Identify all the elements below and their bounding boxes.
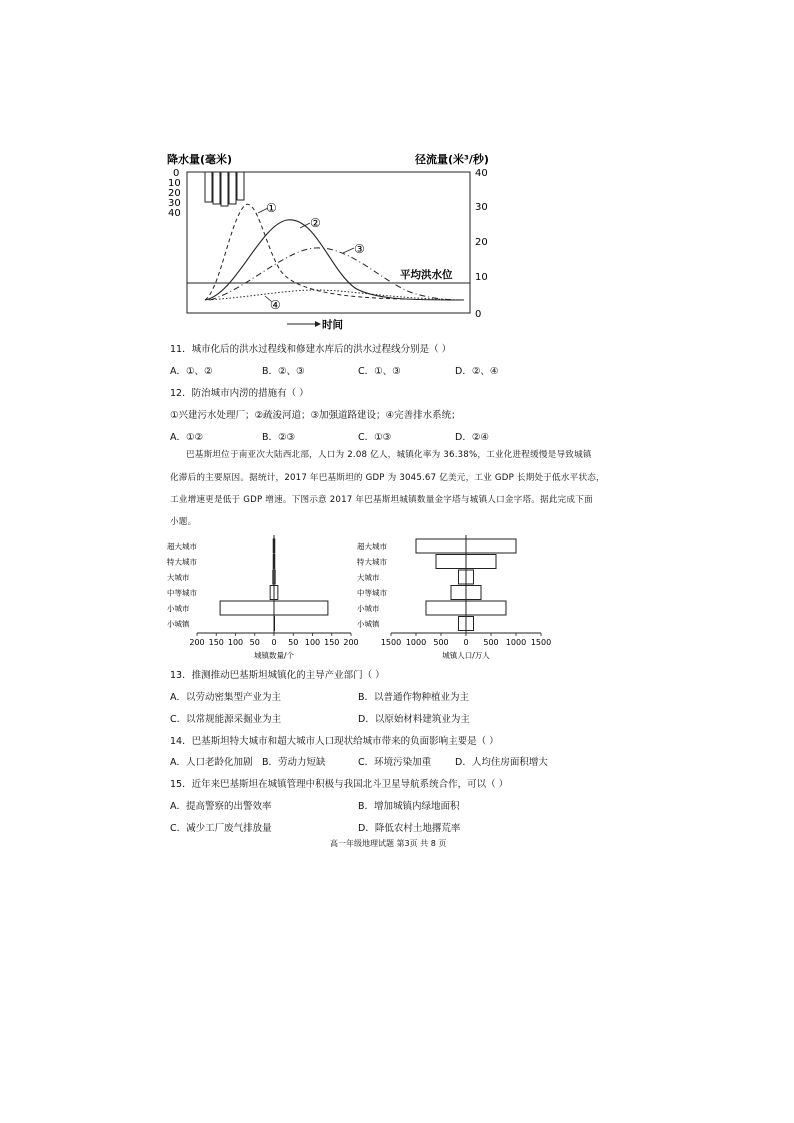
tick-label: 50 [288, 638, 299, 647]
x-axis-label: 城镇人口/万人 [442, 651, 490, 660]
q12-option-c[interactable]: C．①③ [358, 432, 392, 443]
curve-label-4: ④ [270, 298, 281, 312]
q14-option-d[interactable]: D．人均住房面积增大 [455, 757, 548, 768]
passage-line-3: 工业增速更是低于 GDP 增速。下图示意 2017 年巴基斯坦城镇数量金字塔与城镇人口金字塔。据此完成下面 [170, 495, 593, 505]
category-label: 小城市 [357, 604, 380, 613]
right-tick: 10 [475, 272, 488, 283]
rain-bar [213, 172, 220, 204]
tick-label: 200 [189, 638, 205, 647]
q12-option-b[interactable]: B．②③ [262, 432, 296, 443]
tick-label: 50 [249, 638, 260, 647]
q14-stem: 14．巴基斯坦特大城市和超大城市人口现状给城市带来的负面影响主要是（ ） [170, 736, 499, 747]
category-label: 特大城市 [167, 557, 197, 567]
category-label: 中等城市 [357, 588, 387, 598]
q15-option-a[interactable]: A．提高警察的出警效率 [170, 801, 272, 812]
curve-1 [205, 204, 405, 300]
category-label: 小城市 [167, 604, 190, 613]
tick-label: 0 [463, 638, 469, 647]
left-tick: 20 [168, 188, 181, 199]
town-population-pyramid [357, 535, 551, 660]
category-label: 超大城市 [167, 542, 197, 551]
tick-label: 500 [433, 638, 449, 647]
hydrograph-figure [165, 150, 510, 335]
right-tick: 0 [475, 309, 482, 320]
tick-label: 150 [324, 638, 340, 647]
rain-bar [237, 172, 244, 200]
q13-option-b[interactable]: B．以普通作物种植业为主 [358, 692, 470, 703]
q12-measures: ①兴建污水处理厂；②疏浚河道；③加强道路建设；④完善排水系统； [170, 410, 461, 421]
tick-label: 150 [208, 638, 224, 647]
category-label: 小城镇 [167, 619, 190, 629]
left-tick: 0 [173, 168, 180, 179]
q11-stem: 11．城市化后的洪水过程线和修建水库后的洪水过程线分别是（ ） [170, 344, 452, 355]
x-axis-label: 城镇数量/个 [253, 651, 295, 660]
pyramids-figure [165, 535, 555, 660]
q12-option-a[interactable]: A．①② [170, 432, 204, 443]
q14-option-b[interactable]: B．劳动力短缺 [262, 757, 326, 768]
left-tick: 10 [168, 178, 181, 189]
category-label: 大城市 [357, 573, 380, 582]
q11-option-d[interactable]: D．②、④ [455, 366, 499, 377]
tick-label: 1500 [530, 638, 552, 647]
q15-stem: 15．近年来巴基斯坦在城镇管理中积极与我国北斗卫星导航系统合作，可以（ ） [170, 779, 509, 790]
q12-option-d[interactable]: D．②④ [455, 432, 489, 443]
curve-label-2: ② [310, 216, 321, 230]
q11-option-a[interactable]: A．①、② [170, 366, 213, 377]
tick-label: 1000 [505, 638, 527, 647]
town-count-pyramid [167, 535, 359, 660]
tick-label: 1000 [405, 638, 427, 647]
q11-option-b[interactable]: B．②、③ [262, 366, 305, 377]
tick-label: 1500 [380, 638, 402, 647]
passage-line-2: 化滞后的主要原因。据统计，2017 年巴基斯坦的 GDP 为 3045.67 亿美元，工业 GDP 长期处于低水平状态， [170, 473, 605, 483]
q13-option-d[interactable]: D．以原始材料建筑业为主 [358, 714, 470, 725]
passage-line-1: 巴基斯坦位于南亚次大陆西北部，人口为 2.08 亿人，城镇化率为 36.38%，工业化进程缓慢是导致城镇 [186, 450, 592, 460]
right-axis-ticks [475, 168, 488, 320]
flood-level-label: 平均洪水位 [400, 269, 453, 281]
tick-label: 100 [304, 638, 321, 647]
curve-label-3: ③ [354, 242, 365, 256]
category-label: 特大城市 [357, 557, 387, 567]
category-label: 小城镇 [357, 619, 380, 629]
left-tick: 30 [168, 198, 181, 209]
q15-option-c[interactable]: C．减少工厂废气排放量 [170, 823, 272, 834]
tick-label: 200 [343, 638, 359, 647]
q15-option-b[interactable]: B．增加城镇内绿地面积 [358, 801, 460, 812]
q13-option-c[interactable]: C．以常规能源采掘业为主 [170, 714, 282, 725]
q11-option-c[interactable]: C．①、③ [358, 366, 401, 377]
curve-2 [205, 220, 460, 300]
rainfall-bars [205, 172, 244, 206]
category-label: 中等城市 [167, 588, 197, 598]
right-tick: 40 [475, 168, 488, 179]
q13-stem: 13．推测推动巴基斯坦城镇化的主导产业部门（ ） [170, 670, 385, 681]
tick-label: 0 [271, 638, 277, 647]
x-axis-label: 时间 [322, 319, 343, 331]
q14-option-c[interactable]: C．环境污染加重 [358, 757, 432, 768]
q12-stem: 12．防治城市内涝的措施有（ ） [170, 388, 309, 399]
rain-bar [205, 172, 212, 202]
tick-label: 500 [483, 638, 499, 647]
left-axis-ticks [168, 168, 181, 219]
category-label: 超大城市 [357, 542, 387, 551]
q14-option-a[interactable]: A．人口老龄化加剧 [170, 757, 253, 768]
category-label: 大城市 [167, 573, 190, 582]
rain-bar [229, 172, 236, 204]
tick-label: 100 [227, 638, 244, 647]
rain-bar [221, 172, 228, 206]
left-tick: 40 [168, 208, 181, 219]
page-footer: 高一年级地理试题 第3页 共 8 页 [330, 839, 447, 848]
left-axis-title: 降水量(毫米) [167, 153, 233, 166]
right-tick: 20 [475, 237, 488, 248]
curve-label-1: ① [266, 201, 277, 215]
q15-option-d[interactable]: D．降低农村土地撂荒率 [358, 823, 461, 834]
q13-option-a[interactable]: A．以劳动密集型产业为主 [170, 692, 281, 703]
right-axis-title: 径流量(米³/秒) [415, 153, 489, 166]
right-tick: 30 [475, 202, 488, 213]
passage-line-4: 小题。 [170, 517, 197, 527]
